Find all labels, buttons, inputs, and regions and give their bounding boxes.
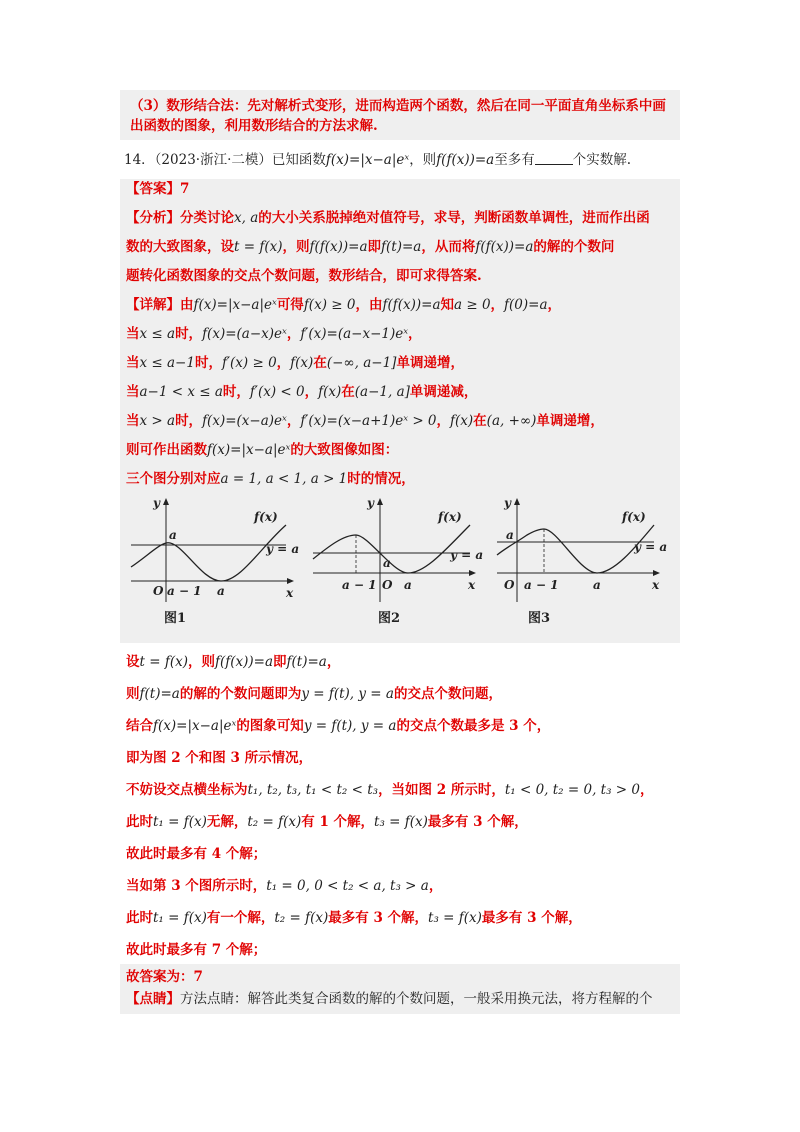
answer-blank [535,152,573,165]
tip-line: 【点睛】方法点睛：解答此类复合函数的解的个数问题，一般采用换元法，将方程解的个 [126,991,653,1007]
analysis-line-1: 【分析】分类讨论x, a的大小关系脱掉绝对值符号，求导，判断函数单调性，进而作出函 [126,210,650,226]
question-text: 个实数解. [572,152,632,168]
sol-line-5: 不妨设交点横坐标为t₁, t₂, t₃, t₁ < t₂ < t₃，当如图 2 所示时，t₁ < 0, t₂ = 0, t₃ > 0， [126,782,654,798]
solution-continued [120,652,680,960]
figure-1 [126,497,301,626]
figure-1-caption: 图1 [164,611,187,626]
fig2-am1-label: a − 1 [342,578,377,592]
fig3-fx-label: f(x) [622,510,646,524]
fig3-am1-label: a − 1 [524,578,559,592]
fig1-origin-label: O [153,584,164,598]
fig2-y-label: y [367,497,374,510]
sol-line-1: 设t = f(x)，则f(f(x))=a即f(t)=a， [126,654,341,670]
method-note-line-2: 出函数的图象，利用数形结合的方法求解. [130,118,378,134]
fig1-ya-label: y = a [266,542,300,556]
sol-line-6: 此时t₁ = f(x)无解，t₂ = f(x)有 1 个解，t₃ = f(x)最多有 3 个解， [126,814,528,830]
detail-line-6: 则可作出函数f(x)=|x−a|eˣ的大致图像如图： [126,442,399,458]
method-note [120,90,680,140]
fig3-y-label: y [504,497,511,510]
fig2-x-label: x [468,578,476,592]
analysis-line-2: 数的大致图象，设t = f(x)，则f(f(x))=a即f(t)=a，从而将f(f(x))=a的解的个数问 [126,239,615,255]
fig2-fx-label: f(x) [438,510,462,524]
fig1-y-label: y [153,497,160,510]
question-equation: f(f(x))=a [436,152,495,168]
sol-line-9: 此时t₁ = f(x)有一个解，t₂ = f(x)最多有 3 个解，t₃ = f(x)最多有 3 个解， [126,910,582,926]
detail-line-5: 当x > a时，f(x)=(x−a)eˣ，f′(x)=(x−a+1)eˣ > 0，f(x)在(a, +∞)单调递增， [126,413,604,429]
fig3-x-label: x [652,578,660,592]
page-content [120,90,680,1014]
fig2-a-tick-label: a [404,578,412,592]
figures-row [126,497,674,627]
answer-summary [120,964,680,1014]
sol-line-8: 当如第 3 个图所示时，t₁ = 0, 0 < t₂ < a, t₃ > a， [126,878,443,894]
sol-line-3: 结合f(x)=|x−a|eˣ的图象可知y = f(t), y = a的交点个数最多是 3 个， [126,718,551,734]
detail-line-7: 三个图分别对应a = 1, a < 1, a > 1时的情况， [126,471,415,487]
detail-line-4: 当a−1 < x ≤ a时，f′(x) < 0，f(x)在(a−1, a]单调递减， [126,384,478,400]
figure-3-caption: 图3 [528,611,551,626]
fig1-x-label: x [286,586,294,600]
figure-3 [492,497,667,626]
fig1-fx-label: f(x) [254,510,278,524]
fig2-origin-label: O [382,578,393,592]
figure-2 [308,497,483,626]
sol-line-7: 故此时最多有 4 个解； [126,846,267,862]
fig1-a-label: a [169,528,177,542]
answer-line: 【答案】7 [126,181,190,197]
fig3-origin-label: O [504,578,515,592]
detail-line-1: 【详解】由f(x)=|x−a|eˣ可得f(x) ≥ 0，由f(f(x))=a知a ≥ 0，f(0)=a， [126,297,562,313]
fig3-a-tick-label: a [593,578,601,592]
fig2-ya-label: y = a [450,548,483,562]
sol-line-10: 故此时最多有 7 个解； [126,942,267,958]
fig1-a-tick-label: a [217,584,225,598]
figure-2-caption: 图2 [378,611,401,626]
question-prefix: 14．（2023·浙江·二模）已知函数 [124,152,326,168]
fig3-a-label: a [506,528,514,542]
fig3-ya-label: y = a [634,540,667,554]
sol-line-2: 则f(t)=a的解的个数问题即为y = f(t), y = a的交点个数问题， [126,686,502,702]
answer-block [120,179,680,643]
method-note-line-1: （3）数形结合法：先对解析式变形，进而构造两个函数，然后在同一平面直角坐标系中画 [130,98,666,114]
question-text: ，则 [409,152,437,168]
sol-line-4: 即为图 2 个和图 3 所示情况， [126,750,313,766]
analysis-line-3: 题转化函数图象的交点个数问题，数形结合，即可求得答案. [126,268,482,284]
question-function: f(x)=|x−a|eˣ [325,152,410,168]
fig1-am1-label: a − 1 [167,584,202,598]
detail-line-3: 当x ≤ a−1时，f′(x) ≥ 0，f(x)在(−∞, a−1]单调递增， [126,355,464,371]
question-text: 至多有 [494,152,535,168]
final-answer: 故答案为：7 [126,969,203,985]
fig2-a-label: a [383,556,391,570]
question-14 [120,146,680,170]
detail-line-2: 当x ≤ a时，f(x)=(a−x)eˣ，f′(x)=(a−x−1)eˣ， [126,326,422,342]
